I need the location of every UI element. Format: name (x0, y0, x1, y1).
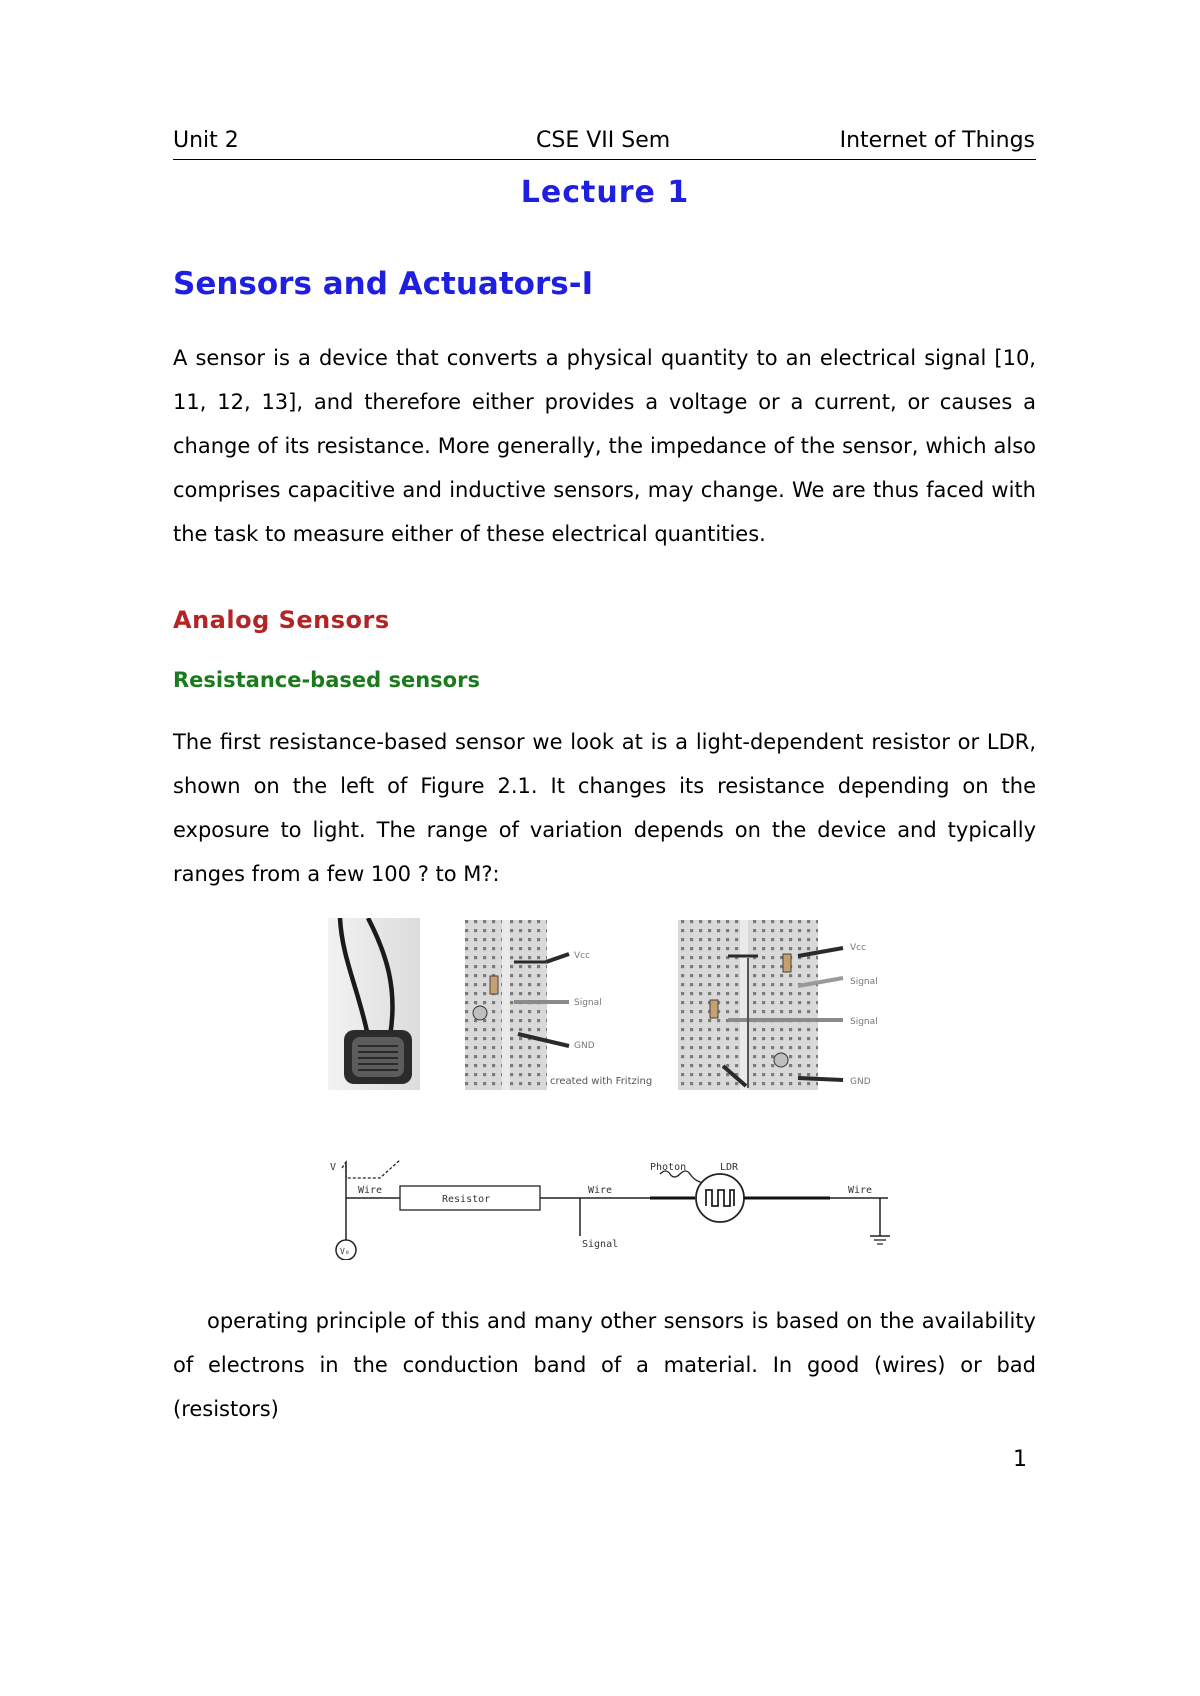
header-unit: Unit 2 (173, 128, 239, 153)
label-vo: V₀ (340, 1247, 350, 1256)
ldr-circuit-schematic (320, 1150, 900, 1260)
section-title: Sensors and Actuators-I (173, 266, 594, 302)
ground-icon (870, 1236, 890, 1244)
label-ldr: LDR (720, 1162, 739, 1173)
bb2-label-signal-2: Signal (850, 1017, 878, 1027)
label-wire-2: Wire (588, 1185, 613, 1196)
header-subject: Internet of Things (839, 128, 1035, 153)
label-photon: Photon (650, 1162, 687, 1173)
bb1-label-signal: Signal (574, 998, 602, 1008)
intro-paragraph: A sensor is a device that converts a physical quantity to an electrical signal [10, 11, 12, 13], and therefore either provides a voltage or a current, or causes a change of its resistance. More generally, the impedance of the sensor, which also comprises capacitive and inductive sensors, may change. We are thus faced with the task to measure either of these electrical quantities. (173, 346, 1036, 546)
ldr-photo (328, 918, 420, 1090)
subsection-title: Analog Sensors (173, 606, 390, 634)
bb2-label-gnd: GND (850, 1077, 871, 1087)
ldr-paragraph: The first resistance-based sensor we look at is a light-dependent resistor or LDR, shown on the left of Figure 2.1. It changes its resistance depending on the exposure to light. The range of variation depends on the device and typically ranges from a few 100 ? to M?: (173, 730, 1036, 886)
lecture-title: Lecture 1 (520, 175, 690, 210)
header-rule (173, 159, 1036, 160)
closing-paragraph: operating principle of this and many other sensors is based on the availability of electrons in the conduction band of a material. In good (wires) or bad (resistors) (173, 1309, 1036, 1421)
label-wire-1: Wire (358, 1185, 383, 1196)
bb2-label-vcc: Vcc (850, 943, 867, 953)
header-course: CSE VII Sem (536, 128, 671, 153)
page-number: 1 (1013, 1447, 1027, 1472)
bb1-label-gnd: GND (574, 1041, 595, 1051)
breadboard-1 (465, 920, 652, 1090)
label-v: V (330, 1162, 337, 1173)
bb2-label-signal-1: Signal (850, 977, 878, 987)
bb1-label-vcc: Vcc (574, 951, 591, 961)
subsubsection-title: Resistance-based sensors (173, 668, 480, 692)
label-wire-3: Wire (848, 1185, 873, 1196)
ldr-symbol (696, 1174, 744, 1222)
breadboard-2 (678, 920, 878, 1090)
fritzing-caption: created with Fritzing (550, 1076, 653, 1087)
ldr-breadboard-figure (328, 918, 888, 1093)
label-resistor: Resistor (442, 1194, 491, 1205)
label-signal: Signal (582, 1239, 619, 1250)
